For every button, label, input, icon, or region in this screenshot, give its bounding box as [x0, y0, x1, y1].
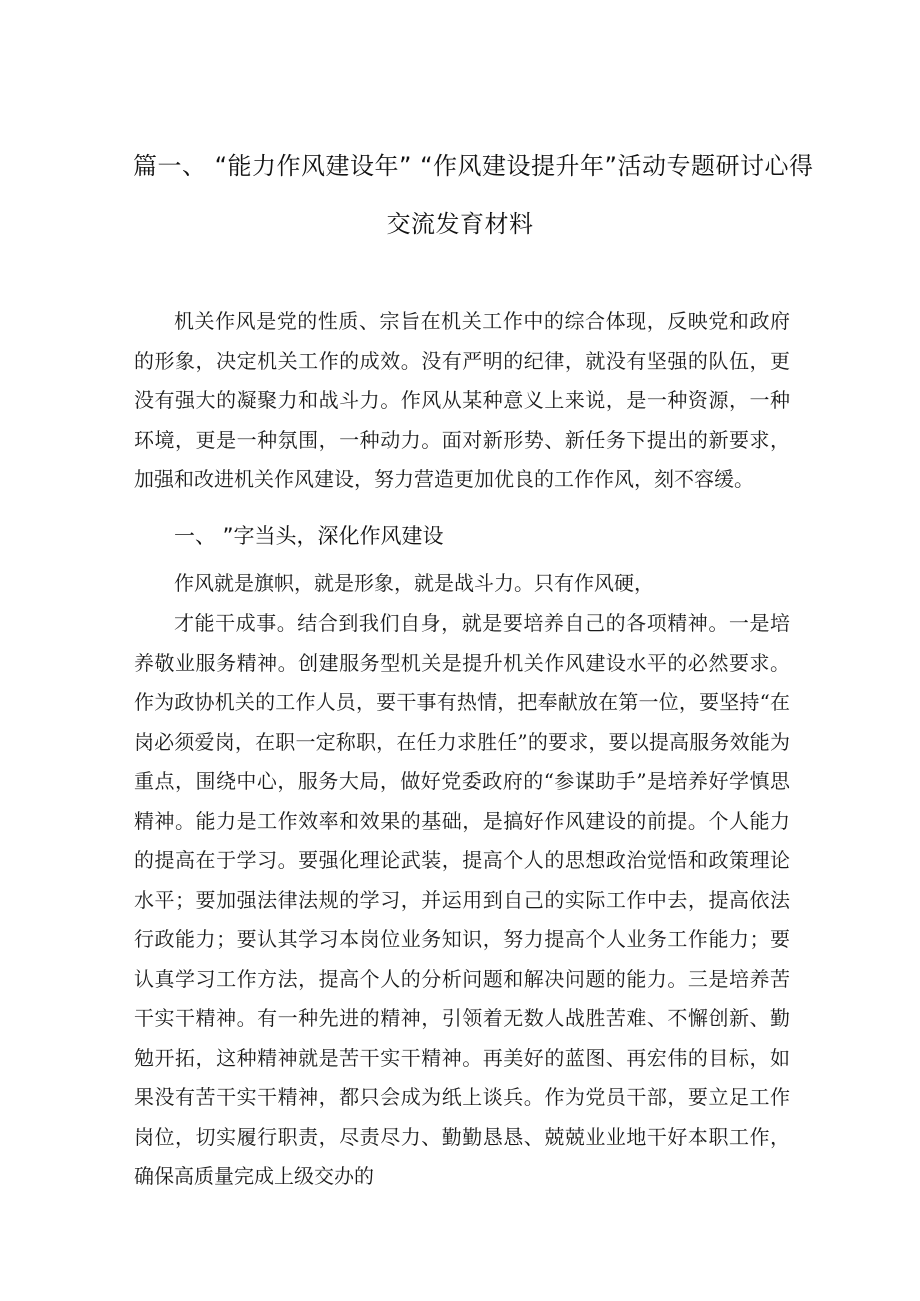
paragraph-style-line: 作风就是旗帜，就是形象，就是战斗力。只有作风硬， [174, 571, 654, 595]
document-title-line-2: 交流发育材料 [386, 210, 534, 238]
paragraph-spirit: 才能干成事。结合到我们自身，就是要培养自己的各项精神。一是培养敬业服务精神。创建服务型机关是提升机关作风建设水平的必然要求。作为政协机关的工作人员，要干事有热情，把奉献放在第一位，要坚持“在岗必须爱岗，在职一定称职，在任力求胜任”的要求，要以提高服务效能为重点，围绕中心，服务大局，做好党委政府的“参谋助手”是培养好学慎思精神。能力是工作效率和效果的基础，是搞好作风建设的前提。个人能力的提高在于学习。要强化理论武装，提高个人的思想政治觉悟和政策理论水平；要加强法律法规的学习，并运用到自己的实际工作中去，提高依法行政能力；要认其学习本岗位业务知识，努力提高个人业务工作能力；要认真学习工作方法，提高个人的分析问题和解决问题的能力。三是培养苦干实干精神。有一种先进的精神，引领着无数人战胜苦难、不懈创新、勤勉开拓，这种精神就是苦干实干精神。再美好的蓝图、再宏伟的目标，如果没有苦干实干精神，都只会成为纸上谈兵。作为党员干部，要立足工作岗位，切实履行职责，尽责尽力、勤勤恳恳、兢兢业业地干好本职工作，确保高质量完成上级交办的 [134, 611, 790, 1188]
document-title-line-1: 篇一、 “能力作风建设年” “作风建设提升年”活动专题研讨心得 [133, 152, 814, 180]
section-heading-1: 一、 ”字当头，深化作风建设 [174, 524, 444, 548]
document-title-line-2-wrapper [0, 204, 920, 239]
paragraph-intro: 机关作风是党的性质、宗旨在机关工作中的综合体现，反映党和政府的形象，决定机关工作的成效。没有严明的纪律，就没有坚强的队伍，更没有强大的凝聚力和战斗力。作风从某种意义上来说，是一种资源，一种环境，更是一种氛围，一种动力。面对新形势、新任务下提出的新要求，加强和改进机关作风建设，努力营造更加优良的工作作风，刻不容缓。 [134, 309, 790, 491]
paragraph-block-3 [134, 604, 790, 1197]
paragraph-block-2 [134, 564, 790, 604]
paragraph-block-1 [134, 302, 790, 500]
